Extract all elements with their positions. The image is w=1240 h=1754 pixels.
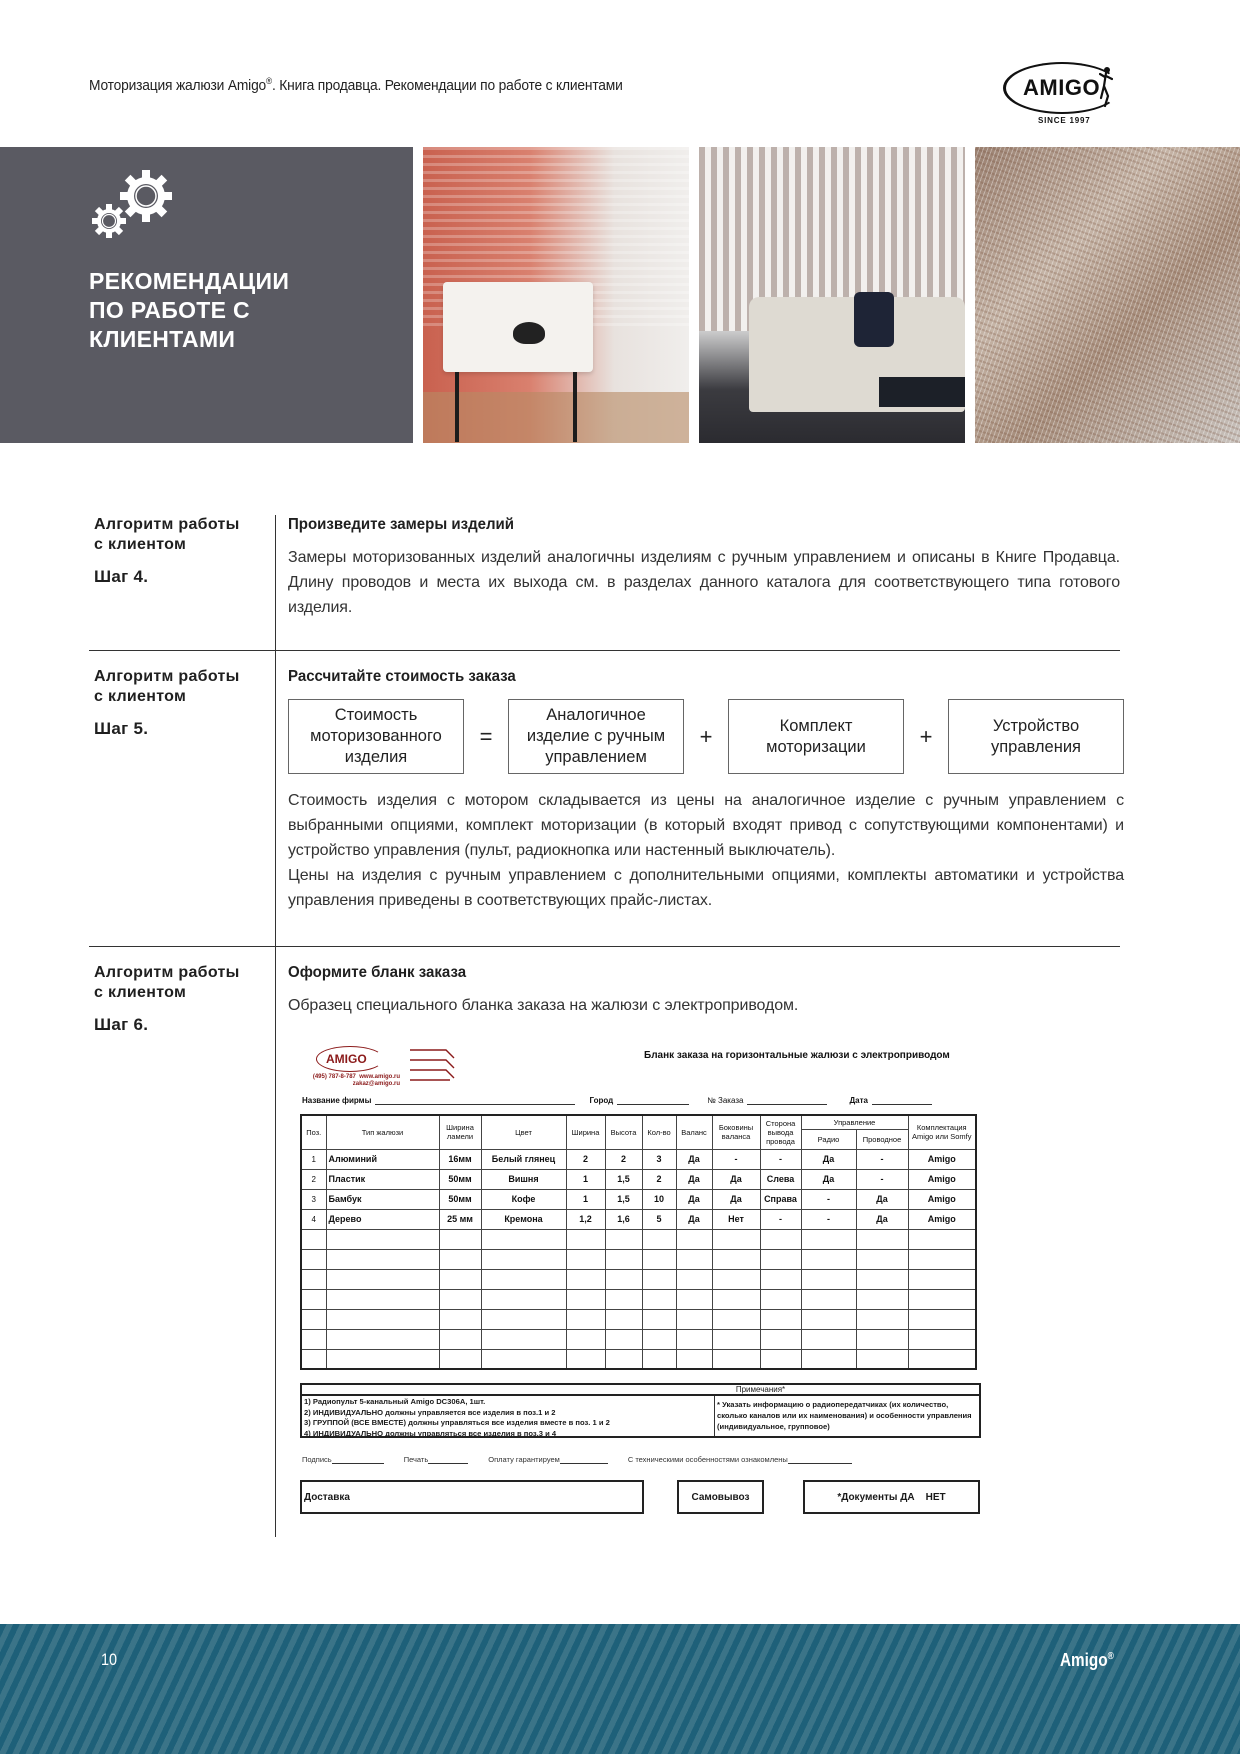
cell: Нет (712, 1209, 760, 1229)
cell: 2 (301, 1169, 326, 1189)
form-website: www.amigo.ru (359, 1074, 400, 1080)
chair-leg (573, 372, 577, 442)
hero-heading-line: КЛИЕНТАМИ (89, 326, 236, 352)
hero-heading-line: ПО РАБОТЕ С (89, 297, 250, 323)
tech-field (628, 1455, 852, 1464)
cell: Слева (760, 1169, 801, 1189)
step-label (89, 947, 275, 1537)
col-type: Тип жалюзи (326, 1115, 439, 1149)
step-number: Шаг 6. (94, 1015, 149, 1034)
col-wired: Проводное (856, 1129, 908, 1149)
floor (423, 392, 689, 443)
cell: Amigo (908, 1149, 976, 1169)
note-item: 2) ИНДИВИДУАЛЬНО должны управляется все изделия в поз.1 и 2 (304, 1407, 556, 1417)
date-line (872, 1097, 932, 1105)
order-number-label: № Заказа (707, 1096, 744, 1105)
cell: Вишня (481, 1169, 566, 1189)
col-control: Управление (801, 1115, 908, 1129)
cell: - (801, 1209, 856, 1229)
cell: 1,5 (605, 1189, 642, 1209)
empty-row (301, 1349, 976, 1369)
company-field (302, 1096, 575, 1105)
hero-banner (0, 147, 1240, 443)
date-field (849, 1096, 932, 1105)
stamp-label: Печать (403, 1455, 429, 1464)
cell: Да (676, 1209, 712, 1229)
runner-figure-icon (1099, 66, 1113, 108)
plus-sign: + (919, 723, 933, 749)
cell: Кофе (481, 1189, 566, 1209)
notes-title: Примечания* (735, 1385, 786, 1394)
tech-label: С техническими особенностями ознакомлены (627, 1455, 788, 1464)
pickup-box: Самовывоз (677, 1480, 764, 1514)
cost-formula (288, 699, 1124, 774)
col-wire-side: Сторона вывода провода (760, 1115, 801, 1149)
photo-pleated-blinds (423, 147, 689, 443)
step-body: Замеры моторизованных изделий аналогичны изделиям с ручным управлением и описаны в Книге Продавца. Длину проводов и места их выхода см. в разделах данного каталога для соответствующего типа готового изделия. (288, 549, 1120, 616)
step-body: Цены на изделия с ручным управлением с дополнительными опциями, комплекты автоматики и устройства управления приведены в соответствующих прайс-листах. (288, 867, 1124, 909)
form-logo-word: AMIGO (326, 1052, 367, 1066)
company-label: Название фирмы (302, 1096, 372, 1105)
cell: - (801, 1189, 856, 1209)
signature-label: Подпись (302, 1455, 332, 1464)
city-field (589, 1096, 689, 1105)
step-algo-line: с клиентом (94, 984, 187, 1001)
cell: 2 (566, 1149, 605, 1169)
cell: 2 (605, 1149, 642, 1169)
cell: Amigo (908, 1209, 976, 1229)
cell: 3 (642, 1149, 676, 1169)
order-number-line (747, 1097, 827, 1105)
page-number: 10 (101, 1650, 118, 1669)
city-line (617, 1097, 689, 1105)
cell: Кремона (481, 1209, 566, 1229)
col-color: Цвет (481, 1115, 566, 1149)
step-body: Образец специального бланка заказа на жалюзи с электроприводом. (288, 997, 799, 1014)
table-row (301, 1189, 976, 1209)
step-algo-line: Алгоритм работы (94, 964, 240, 981)
amigo-logo (1003, 60, 1123, 130)
empty-row (301, 1269, 976, 1289)
equals-sign: = (479, 723, 493, 749)
photo-woven-fabric (975, 147, 1240, 443)
cell: Справа (760, 1189, 801, 1209)
brand-name: Amigo (1060, 1650, 1108, 1670)
formula-box-control-device: Устройство управления (948, 699, 1124, 774)
registered-mark: ® (1107, 1651, 1114, 1662)
note-item: 1) Радиопульт 5-канальный Amigo DC306A, 1шт. (304, 1397, 486, 1406)
step-algo-line: с клиентом (94, 536, 187, 553)
cell: - (760, 1149, 801, 1169)
cell: Пластик (326, 1169, 439, 1189)
form-email: zakaz@amigo.ru (352, 1081, 400, 1087)
cell: 25 мм (439, 1209, 481, 1229)
cell: - (856, 1169, 908, 1189)
cell: Да (712, 1189, 760, 1209)
algorithm-steps (89, 515, 1124, 1537)
cell: 50мм (439, 1189, 481, 1209)
cell: 1,6 (605, 1209, 642, 1229)
footer-brand (1060, 1650, 1114, 1671)
step-number: Шаг 4. (94, 567, 149, 586)
cell: - (856, 1149, 908, 1169)
title-suffix: . Книга продавца. Рекомендации по работе с клиентами (271, 77, 623, 94)
cell: Бамбук (326, 1189, 439, 1209)
stamp-line (428, 1457, 468, 1464)
cell: 16мм (439, 1149, 481, 1169)
cell: 4 (301, 1209, 326, 1229)
cell: Да (712, 1169, 760, 1189)
coffee-table (879, 377, 965, 407)
document-title (89, 76, 623, 94)
cell: Да (856, 1209, 908, 1229)
notes-hint: * Указать информацию о радиопередатчиках (их количество, сколько каналов или их наименования) и особенности управления (индивидуальное, групповое) (717, 1400, 972, 1431)
cell: Да (801, 1169, 856, 1189)
step-title: Оформите бланк заказа (288, 964, 467, 981)
col-valance-sides: Боковины валанса (712, 1115, 760, 1149)
col-slat-width: Ширина ламели (439, 1115, 481, 1149)
cell: Amigo (908, 1169, 976, 1189)
cell: 1 (566, 1169, 605, 1189)
cell: Да (676, 1189, 712, 1209)
cell: - (712, 1149, 760, 1169)
cell: 1,2 (566, 1209, 605, 1229)
cushion (854, 292, 894, 347)
notes-box (300, 1394, 981, 1438)
step-content (275, 651, 1124, 946)
signature-field (302, 1455, 384, 1464)
step-content (275, 515, 1120, 650)
cell: 10 (642, 1189, 676, 1209)
step-title: Произведите замеры изделий (288, 516, 515, 533)
teapot (513, 322, 545, 344)
cell: Amigo (908, 1189, 976, 1209)
col-pos: Поз. (301, 1115, 326, 1149)
step-algo-line: Алгоритм работы (94, 668, 240, 685)
formula-box-motorized-cost: Стоимость моторизованного изделия (288, 699, 464, 774)
hero-heading (89, 267, 289, 354)
table-row (301, 1169, 976, 1189)
payment-label: Оплату гарантируем (488, 1455, 560, 1464)
signature-line (332, 1457, 384, 1464)
col-width: Ширина (566, 1115, 605, 1149)
logo-since: SINCE 1997 (1038, 116, 1091, 125)
table-row (301, 1149, 976, 1169)
table-row (301, 1209, 976, 1229)
form-phone: (495) 787-8-787 (312, 1074, 356, 1080)
registered-mark: ® (266, 76, 272, 86)
cell: - (760, 1209, 801, 1229)
cell: Да (801, 1149, 856, 1169)
cell: 5 (642, 1209, 676, 1229)
note-item: 3) ГРУППОЙ (ВСЕ ВМЕСТЕ) должны управляться все изделия вместе в поз. 1 и 2 (304, 1418, 610, 1427)
payment-line (560, 1457, 608, 1464)
cell: 1,5 (605, 1169, 642, 1189)
form-header-fields (302, 1096, 932, 1105)
cell: 1 (301, 1149, 326, 1169)
cell: 1 (566, 1189, 605, 1209)
footer (0, 1624, 1240, 1754)
cell: Алюминий (326, 1149, 439, 1169)
weave-texture (975, 147, 1240, 443)
note-item: 4) ИНДИВИДУАЛЬНО должны управляться все изделия в поз.3 и 4 (304, 1428, 557, 1438)
signature-row (302, 1455, 852, 1464)
empty-row (301, 1229, 976, 1249)
step-algo-line: Алгоритм работы (94, 516, 240, 533)
step-4 (89, 515, 1120, 650)
blinds-slats-icon (408, 1046, 456, 1082)
photo-vertical-blinds (699, 147, 965, 443)
order-number-field (707, 1096, 827, 1105)
city-label: Город (589, 1096, 614, 1105)
cell: 3 (301, 1189, 326, 1209)
gears-icon (92, 169, 176, 243)
step-content (275, 947, 1120, 1537)
step-label (89, 515, 275, 650)
company-line (375, 1097, 575, 1105)
formula-box-manual-product: Аналогичное изделие с ручным управлением (508, 699, 684, 774)
step-label (89, 667, 275, 946)
payment-field (488, 1455, 608, 1464)
col-valance: Валанс (676, 1115, 712, 1149)
empty-row (301, 1249, 976, 1269)
step-title: Рассчитайте стоимость заказа (288, 668, 516, 685)
form-contacts (304, 1074, 400, 1088)
step-5 (89, 651, 1124, 946)
cell: Да (676, 1149, 712, 1169)
step-number: Шаг 5. (94, 719, 149, 738)
documents-box: *Документы ДА НЕТ (803, 1480, 980, 1514)
cell: Да (856, 1189, 908, 1209)
order-form-sample (288, 1042, 988, 1512)
empty-row (301, 1309, 976, 1329)
form-title: Бланк заказа на горизонтальные жалюзи с электроприводом (644, 1050, 950, 1061)
plus-sign: + (699, 723, 713, 749)
tech-line (788, 1457, 852, 1464)
date-label: Дата (849, 1096, 868, 1105)
hero-heading-line: РЕКОМЕНДАЦИИ (89, 268, 290, 294)
logo-word: AMIGO (1023, 75, 1101, 100)
cell: Дерево (326, 1209, 439, 1229)
cell: 2 (642, 1169, 676, 1189)
empty-row (301, 1289, 976, 1309)
col-qty: Кол-во (642, 1115, 676, 1149)
cell: Да (676, 1169, 712, 1189)
step-body: Стоимость изделия с мотором складывается из цены на аналогичное изделие с ручным управлением с выбранными опциями, комплект моторизации (в который входят привод с сопутствующими компонентами) и устройство управления (пульт, радиокнопка или настенный выключатель). (288, 792, 1124, 859)
stamp-field (404, 1455, 469, 1464)
notes-list (302, 1396, 715, 1436)
chair-leg (455, 372, 459, 442)
hero-title-panel (0, 147, 413, 443)
col-radio: Радио (801, 1129, 856, 1149)
step-6 (89, 947, 1120, 1537)
step-algo-line: с клиентом (94, 688, 187, 705)
col-kit: Комплектация Amigo или Somfy (908, 1115, 976, 1149)
cell: 50мм (439, 1169, 481, 1189)
cell: Белый глянец (481, 1149, 566, 1169)
order-table (300, 1114, 977, 1370)
empty-row (301, 1329, 976, 1349)
delivery-box: Доставка (300, 1480, 644, 1514)
col-height: Высота (605, 1115, 642, 1149)
title-prefix: Моторизация жалюзи Amigo (89, 77, 267, 94)
formula-box-motor-kit: Комплект моторизации (728, 699, 904, 774)
